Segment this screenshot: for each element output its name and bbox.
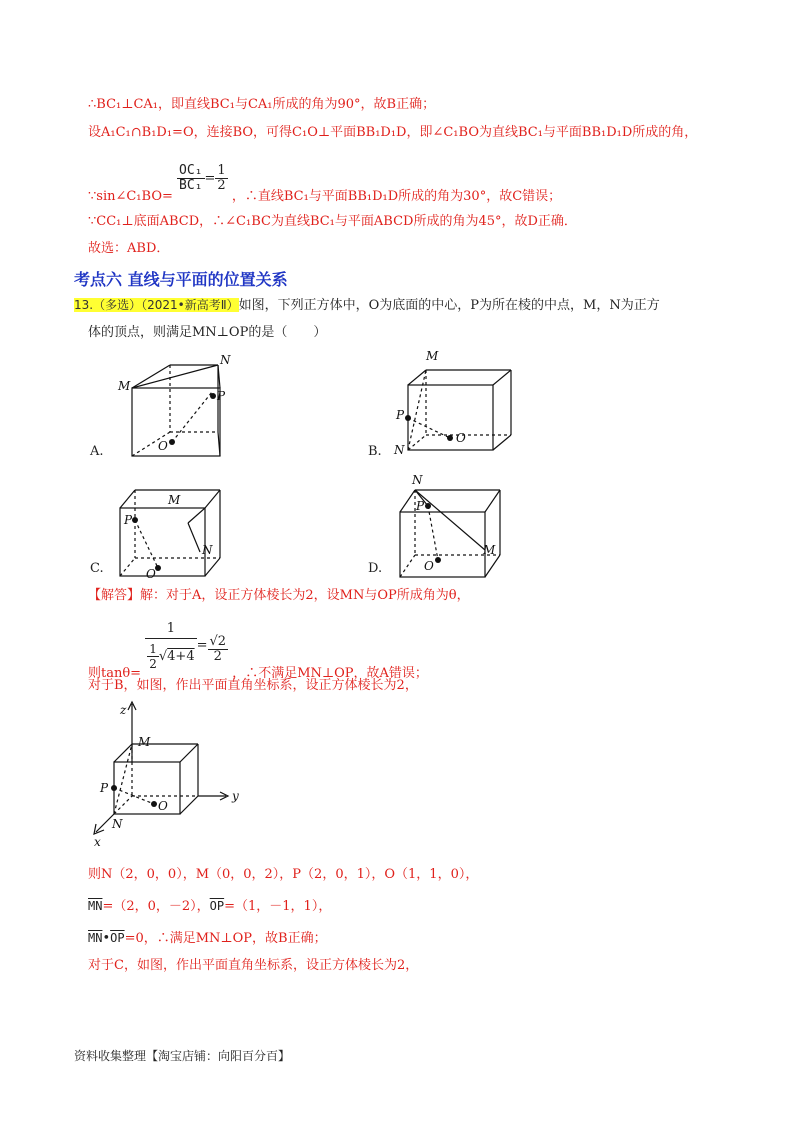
page-footer: 资料收集整理【淘宝店铺：向阳百分百】	[74, 1049, 291, 1063]
svg-text:y: y	[232, 789, 239, 803]
fraction-denominator: 2	[217, 178, 226, 193]
text-line-5: 故选：ABD．	[88, 241, 170, 256]
text-line-3: ∵sin∠C₁BO= $\frac{\text{OC₁}}{\text{BC₁}}$ = $\frac{1}{2}$ ，∴直线BC₁与平面BB₁D₁D所成的角为30°，故C错误；	[88, 163, 562, 204]
solution-line-3: 对于B，如图，作出平面直角坐标系，设正方体棱长为2，	[88, 678, 418, 693]
option-a-label: A.	[90, 444, 104, 459]
svg-text:M: M	[118, 379, 131, 393]
text-line-4: ∵CC₁⊥底面ABCD，∴∠C₁BC为直线BC₁与平面ABCD所成的角为45°，故D正确．	[88, 214, 577, 229]
solution-line-1: 【解答】解：对于A，设正方体棱长为2，设MN与OP所成角为θ，	[88, 588, 470, 603]
svg-text:O: O	[456, 431, 466, 445]
dot-right-vector: $\overline{OP}$	[110, 931, 125, 945]
oc1-over-bc1-fraction	[177, 164, 204, 193]
fraction-numerator: 1	[217, 163, 226, 178]
svg-text:N: N	[202, 543, 213, 557]
section-title: 考点六 直线与平面的位置关系	[74, 270, 288, 289]
figure-b	[368, 350, 508, 464]
svg-text:P: P	[217, 389, 226, 403]
svg-text:N: N	[394, 443, 405, 457]
tan-line: 则tanθ= 1 $\frac{1}{2}$ √4+4 = $\frac{√2}{2}$ ，∴不满足MN⊥OP，故A错误；	[88, 621, 428, 681]
option-d-label: D.	[368, 561, 383, 576]
text-line-2: 设A₁C₁∩B₁D₁=O，连接BO，可得C₁O⊥平面BB₁D₁D，即∠C₁BO为直线BC₁与平面BB₁D₁D所成的角，	[88, 125, 698, 140]
svg-text:P: P	[100, 781, 109, 795]
svg-text:N: N	[412, 473, 423, 487]
question-tag: 13.（多选）（2021•新高考Ⅱ）	[74, 298, 239, 312]
vector-mn-value: =（2，0，－2），	[102, 899, 210, 914]
solution-line-6: 对于C，如图，作出平面直角坐标系，设正方体棱长为2，	[88, 958, 419, 973]
question-text-1: 如图，下列正方体中，O为底面的中心，P为所在棱的中点，M，N为正方	[238, 298, 660, 313]
cube-b-axes-diagram	[88, 700, 248, 860]
svg-text:z: z	[120, 703, 127, 717]
root-sign: √	[158, 649, 168, 664]
figure-c	[90, 482, 240, 586]
figure-b-coordinates	[88, 700, 248, 864]
svg-text:N: N	[112, 817, 123, 831]
question-line-1	[74, 296, 660, 315]
half-fraction	[147, 642, 159, 671]
dot-left-vector: $\overline{MN}$	[88, 931, 103, 945]
sin-suffix: ，∴直线BC₁与平面BB₁D₁D所成的角为30°，故C错误；	[231, 189, 562, 204]
cube-c-diagram	[90, 482, 240, 582]
figure-a	[90, 350, 240, 464]
tan-numerator: 1	[145, 620, 196, 639]
fraction-numerator: √2	[209, 634, 227, 649]
cube-b-diagram	[368, 350, 508, 460]
svg-text:M: M	[483, 543, 496, 557]
option-b-label: B.	[368, 444, 382, 459]
root-content: 4+4	[167, 649, 195, 664]
svg-text:O: O	[424, 559, 434, 573]
svg-text:P: P	[416, 499, 425, 513]
svg-text:M: M	[138, 735, 151, 749]
figure-d	[368, 470, 508, 584]
svg-text:N: N	[220, 353, 231, 367]
text-line-1: ∴BC₁⊥CA₁，即直线BC₁与CA₁所成的角为90°，故B正确；	[88, 97, 436, 112]
svg-text:O: O	[158, 799, 168, 813]
question-line-2: 体的顶点，则满足MN⊥OP的是（ ）	[88, 325, 327, 340]
cube-a-diagram	[90, 350, 240, 460]
half-num: 1	[149, 642, 157, 656]
tan-suffix: ，∴不满足MN⊥OP，故A错误；	[232, 666, 428, 681]
tan-denominator	[145, 639, 196, 671]
svg-text:O: O	[158, 439, 168, 453]
cube-d-diagram	[368, 470, 508, 580]
fraction-numerator: OC₁	[179, 163, 203, 178]
fraction-denominator: BC₁	[179, 178, 203, 193]
vector-op-label: $\overline{OP}$	[209, 899, 225, 913]
sin-prefix: ∵sin∠C₁BO=	[88, 189, 173, 204]
svg-text:P: P	[124, 513, 133, 527]
half-den: 2	[149, 657, 157, 671]
svg-text:x: x	[94, 835, 101, 849]
vector-mn-line	[88, 897, 331, 916]
solution-line-4: 则N（2，0，0），M（0，0，2），P（2，0，1），O（1，1，0），	[88, 867, 479, 882]
sqrt2-over-2-fraction	[208, 635, 229, 664]
vector-op-value: =（1，－1，1），	[224, 899, 332, 914]
dot-product-text: =0，∴满足MN⊥OP，故B正确；	[124, 931, 327, 946]
tan-fraction	[145, 620, 196, 671]
svg-text:M: M	[426, 349, 439, 363]
svg-text:O: O	[146, 567, 156, 581]
svg-text:M: M	[168, 493, 181, 507]
svg-text:P: P	[396, 408, 405, 422]
option-c-label: C.	[90, 561, 104, 576]
tan-prefix: 则tanθ=	[88, 666, 142, 681]
dot-product-line: $\overline{MN}•\overline{OP}=0$，∴满足MN⊥OP，故B正确；	[88, 931, 327, 946]
vector-mn-label: $\overline{MN}$	[88, 899, 103, 913]
fraction-denominator: 2	[213, 649, 222, 664]
one-half-fraction	[215, 164, 227, 193]
